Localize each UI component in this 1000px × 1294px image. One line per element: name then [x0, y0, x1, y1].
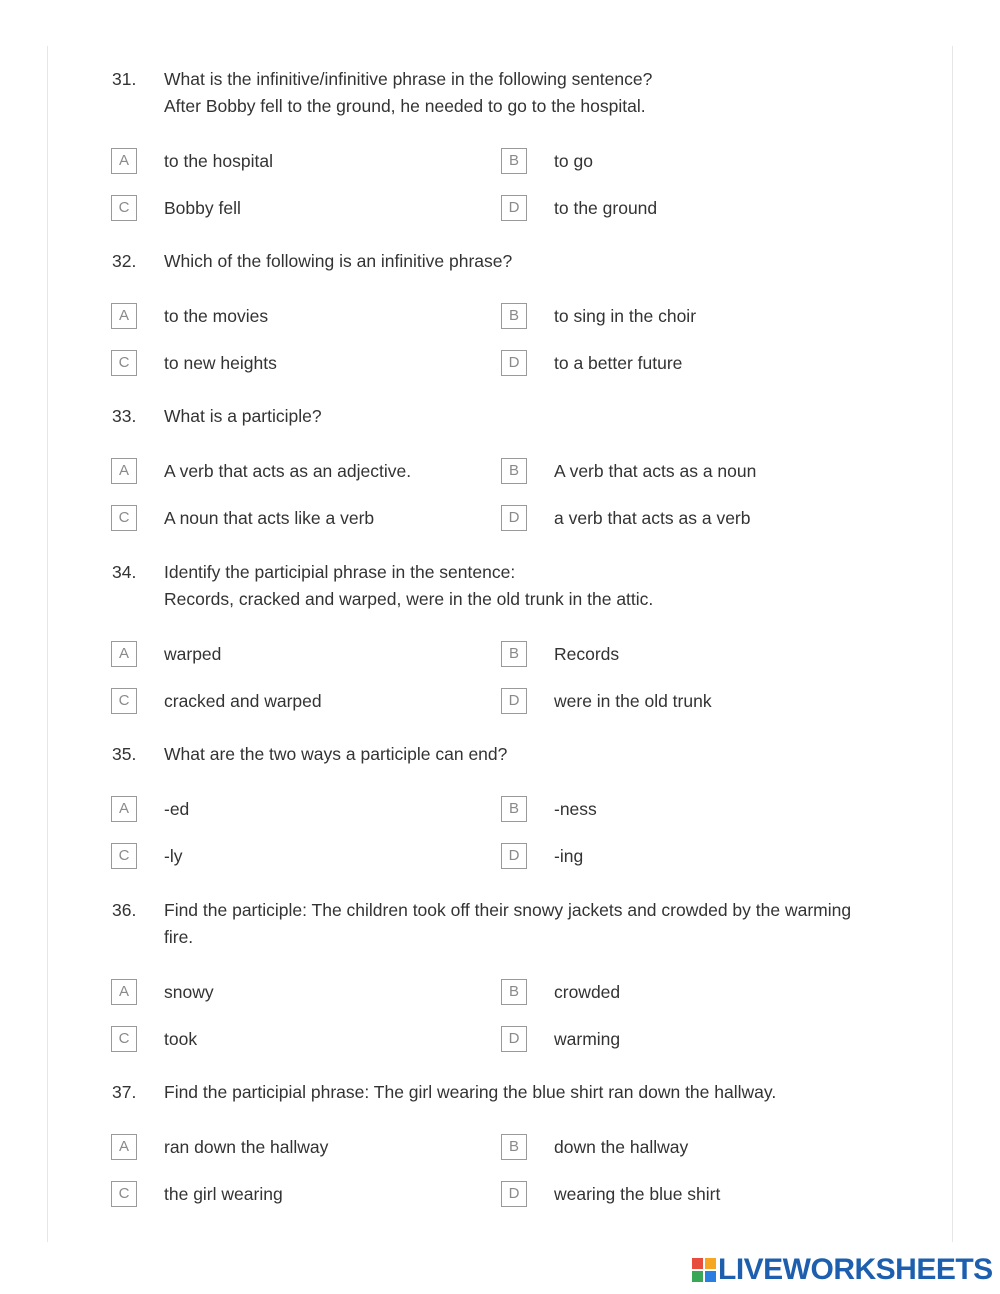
option-letter-box[interactable]: A [111, 303, 137, 329]
option-text[interactable]: A verb that acts as an adjective. [164, 461, 412, 481]
question-text [164, 403, 904, 430]
option-text[interactable]: -ness [554, 799, 597, 819]
option-letter-box[interactable]: A [111, 641, 137, 667]
option-letter-box[interactable]: C [111, 843, 137, 869]
question-text-line: After Bobby fell to the ground, he needed to go to the hospital. [164, 96, 646, 116]
option-letter-box[interactable]: D [501, 350, 527, 376]
question-text [164, 1079, 904, 1106]
option-text[interactable]: down the hallway [554, 1137, 689, 1157]
option-text[interactable]: a verb that acts as a verb [554, 508, 751, 528]
logo-mark-square [692, 1271, 703, 1282]
page-border-left [47, 46, 48, 1242]
option-text[interactable]: warped [164, 644, 222, 664]
logo-text: LIVEWORKSHEETS [718, 1253, 993, 1286]
option-letter-box[interactable]: C [111, 350, 137, 376]
option-text[interactable]: A noun that acts like a verb [164, 508, 375, 528]
option-text[interactable]: wearing the blue shirt [554, 1184, 721, 1204]
option-text[interactable]: -ly [164, 846, 183, 866]
question-number: 36. [112, 900, 137, 920]
question-number: 31. [112, 69, 137, 89]
option-letter-box[interactable]: D [501, 1026, 527, 1052]
option-letter-box[interactable]: C [111, 688, 137, 714]
option-letter-box[interactable]: D [501, 843, 527, 869]
option-text[interactable]: Bobby fell [164, 198, 241, 218]
question-text-line: Find the participle: The children took off their snowy jackets and crowded by the warming [164, 900, 852, 920]
option-text[interactable]: ran down the hallway [164, 1137, 329, 1157]
logo-mark-icon [692, 1258, 716, 1282]
logo-mark-square [705, 1271, 716, 1282]
question-text-line: What is the infinitive/infinitive phrase in the following sentence? [164, 69, 653, 89]
logo-mark-square [692, 1258, 703, 1269]
option-letter-box[interactable]: B [501, 1134, 527, 1160]
option-text[interactable]: to new heights [164, 353, 277, 373]
question-text [164, 741, 904, 768]
option-letter-box[interactable]: D [501, 195, 527, 221]
option-text[interactable]: warming [554, 1029, 621, 1049]
option-text[interactable]: to a better future [554, 353, 683, 373]
option-text[interactable]: crowded [554, 982, 621, 1002]
page-border-right [952, 46, 953, 1242]
logo-mark-square [705, 1258, 716, 1269]
option-text[interactable]: took [164, 1029, 198, 1049]
option-letter-box[interactable]: B [501, 458, 527, 484]
question-text-line: Find the participial phrase: The girl wearing the blue shirt ran down the hallway. [164, 1082, 777, 1102]
option-letter-box[interactable]: B [501, 979, 527, 1005]
option-text[interactable]: to go [554, 151, 593, 171]
option-letter-box[interactable]: A [111, 458, 137, 484]
question-number: 37. [112, 1082, 137, 1102]
question-text-line: Records, cracked and warped, were in the old trunk in the attic. [164, 589, 654, 609]
option-text[interactable]: -ed [164, 799, 190, 819]
option-letter-box[interactable]: B [501, 148, 527, 174]
question-text [164, 66, 904, 120]
option-letter-box[interactable]: B [501, 796, 527, 822]
question-text-line: fire. [164, 927, 194, 947]
option-text[interactable]: to the movies [164, 306, 269, 326]
option-letter-box[interactable]: C [111, 1181, 137, 1207]
option-letter-box[interactable]: D [501, 505, 527, 531]
option-text[interactable]: snowy [164, 982, 214, 1002]
option-text[interactable]: cracked and warped [164, 691, 322, 711]
question-text-line: Which of the following is an infinitive phrase? [164, 251, 513, 271]
option-letter-box[interactable]: C [111, 505, 137, 531]
question-number: 34. [112, 562, 137, 582]
option-letter-box[interactable]: D [501, 1181, 527, 1207]
question-text [164, 559, 904, 613]
question-text-line: Identify the participial phrase in the sentence: [164, 562, 516, 582]
option-text[interactable]: Records [554, 644, 620, 664]
option-letter-box[interactable]: B [501, 641, 527, 667]
option-letter-box[interactable]: A [111, 1134, 137, 1160]
option-letter-box[interactable]: C [111, 1026, 137, 1052]
question-text [164, 897, 904, 951]
option-text[interactable]: to the ground [554, 198, 658, 218]
question-text-line: What is a participle? [164, 406, 322, 426]
option-letter-box[interactable]: B [501, 303, 527, 329]
option-letter-box[interactable]: A [111, 796, 137, 822]
option-text[interactable]: to the hospital [164, 151, 273, 171]
question-text [164, 248, 904, 275]
question-text-line: What are the two ways a participle can end? [164, 744, 508, 764]
option-text[interactable]: -ing [554, 846, 584, 866]
question-number: 33. [112, 406, 137, 426]
option-text[interactable]: were in the old trunk [554, 691, 712, 711]
question-number: 32. [112, 251, 137, 271]
option-text[interactable]: the girl wearing [164, 1184, 283, 1204]
option-letter-box[interactable]: A [111, 148, 137, 174]
option-letter-box[interactable]: C [111, 195, 137, 221]
option-text[interactable]: A verb that acts as a noun [554, 461, 757, 481]
option-letter-box[interactable]: D [501, 688, 527, 714]
question-number: 35. [112, 744, 137, 764]
option-letter-box[interactable]: A [111, 979, 137, 1005]
option-text[interactable]: to sing in the choir [554, 306, 697, 326]
